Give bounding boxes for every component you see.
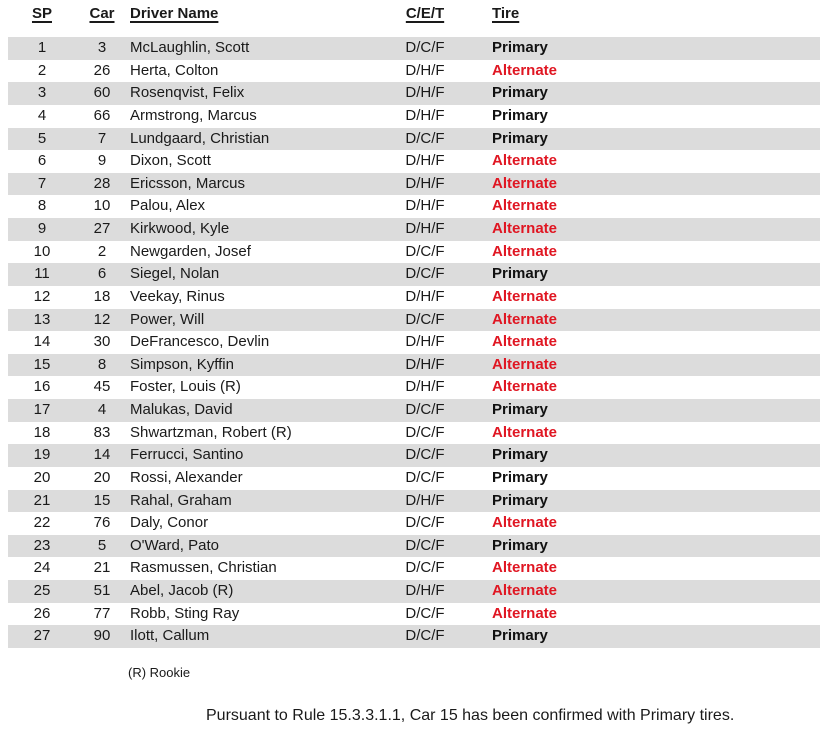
- cell-driver-name: Daly, Conor: [130, 514, 209, 532]
- cell-driver-name: Armstrong, Marcus: [130, 106, 257, 124]
- cell-tire: Alternate: [492, 174, 558, 192]
- cell-car-number: 7: [97, 129, 107, 147]
- cell-car-number: 12: [93, 310, 111, 328]
- cell-car-number: 18: [93, 287, 111, 305]
- column-header-car: Car: [89, 5, 115, 22]
- cell-driver-name: Ericsson, Marcus: [130, 174, 246, 192]
- table-row: [8, 399, 820, 422]
- cell-starting-position: 16: [33, 378, 51, 396]
- cell-car-number: 5: [97, 536, 107, 554]
- cell-starting-position: 6: [37, 152, 47, 170]
- cell-car-number: 9: [97, 152, 107, 170]
- column-header-sp: SP: [31, 5, 52, 22]
- cell-driver-name: Palou, Alex: [130, 197, 206, 215]
- table-row: [8, 241, 820, 264]
- cell-car-number: 2: [97, 242, 107, 260]
- cell-starting-position: 12: [33, 287, 51, 305]
- tire-table: [8, 0, 820, 648]
- table-row: [8, 376, 820, 399]
- table-row: [8, 263, 820, 286]
- table-row: [8, 173, 820, 196]
- cell-tire: Alternate: [492, 604, 558, 622]
- table-row: [8, 354, 820, 377]
- tire-table-body: [8, 37, 820, 648]
- cell-starting-position: 23: [33, 536, 51, 554]
- rookie-footnote: (R) Rookie: [128, 664, 191, 680]
- cell-tire: Alternate: [492, 152, 558, 170]
- cell-tire: Primary: [492, 265, 548, 283]
- cell-tire: Primary: [492, 627, 548, 645]
- cell-driver-name: Abel, Jacob (R): [130, 582, 234, 599]
- cell-starting-position: 14: [33, 333, 51, 351]
- cell-cet: D/H/F: [405, 333, 445, 351]
- cell-car-number: 30: [93, 333, 111, 351]
- cell-starting-position: 20: [33, 468, 51, 486]
- cell-tire: Primary: [492, 468, 548, 486]
- cell-cet: D/C/F: [405, 559, 445, 577]
- cell-driver-name: Rahal, Graham: [130, 491, 232, 509]
- cell-cet: D/H/F: [405, 220, 445, 237]
- cell-tire: Alternate: [492, 423, 558, 441]
- cell-tire: Alternate: [492, 378, 558, 396]
- cell-tire: Primary: [492, 491, 548, 509]
- table-row: [8, 603, 820, 626]
- table-row: [8, 150, 820, 173]
- cell-starting-position: 4: [37, 106, 47, 124]
- cell-cet: D/H/F: [405, 491, 445, 509]
- rule-note: Pursuant to Rule 15.3.3.1.1, Car 15 has been confirmed with Primary tires.: [206, 707, 735, 724]
- cell-tire: Primary: [492, 84, 548, 102]
- cell-driver-name: Rasmussen, Christian: [130, 559, 277, 577]
- cell-cet: D/H/F: [405, 287, 445, 305]
- column-header-tire: Tire: [492, 5, 520, 22]
- table-row: [8, 105, 820, 128]
- table-row: [8, 535, 820, 558]
- cell-car-number: 51: [93, 582, 111, 599]
- table-row: [8, 60, 820, 83]
- cell-tire: Primary: [492, 401, 548, 418]
- table-row: [8, 82, 820, 105]
- table-row: [8, 218, 820, 241]
- table-row: [8, 467, 820, 490]
- cell-driver-name: McLaughlin, Scott: [130, 39, 250, 56]
- cell-starting-position: 1: [37, 39, 47, 56]
- cell-car-number: 14: [93, 446, 111, 464]
- cell-cet: D/C/F: [405, 423, 445, 441]
- cell-starting-position: 27: [33, 627, 51, 645]
- cell-cet: D/C/F: [405, 39, 445, 56]
- cell-car-number: 3: [97, 39, 107, 56]
- cell-driver-name: Dixon, Scott: [130, 152, 211, 170]
- cell-car-number: 15: [93, 491, 111, 509]
- table-row: [8, 195, 820, 218]
- cell-cet: D/C/F: [405, 446, 445, 464]
- cell-driver-name: Lundgaard, Christian: [130, 129, 270, 147]
- cell-car-number: 77: [93, 604, 111, 622]
- cell-starting-position: 18: [33, 423, 51, 441]
- cell-tire: Alternate: [492, 197, 558, 215]
- cell-driver-name: Newgarden, Josef: [130, 242, 251, 260]
- column-header-cet: C/E/T: [405, 5, 445, 22]
- cell-car-number: 27: [93, 220, 111, 237]
- cell-tire: Alternate: [492, 559, 558, 577]
- cell-car-number: 76: [93, 514, 111, 532]
- tire-table-header: [8, 0, 820, 37]
- cell-cet: D/C/F: [405, 536, 445, 554]
- table-row: [8, 490, 820, 513]
- cell-car-number: 83: [93, 423, 111, 441]
- cell-driver-name: Malukas, David: [130, 401, 233, 418]
- cell-cet: D/H/F: [405, 174, 445, 192]
- cell-starting-position: 8: [37, 197, 47, 215]
- cell-starting-position: 2: [37, 61, 47, 79]
- cell-driver-name: Rosenqvist, Felix: [130, 84, 245, 102]
- cell-tire: Alternate: [492, 514, 558, 532]
- table-row: [8, 309, 820, 332]
- cell-driver-name: Ilott, Callum: [130, 627, 210, 645]
- cell-driver-name: Power, Will: [130, 310, 205, 328]
- cell-cet: D/C/F: [405, 604, 445, 622]
- cell-cet: D/H/F: [405, 106, 445, 124]
- cell-driver-name: Foster, Louis (R): [130, 378, 241, 396]
- table-row: [8, 625, 820, 648]
- cell-starting-position: 24: [33, 559, 51, 577]
- cell-cet: D/C/F: [405, 310, 445, 328]
- cell-tire: Primary: [492, 129, 548, 147]
- cell-driver-name: Simpson, Kyffin: [130, 355, 234, 373]
- cell-cet: D/C/F: [405, 627, 445, 645]
- table-row: [8, 286, 820, 309]
- cell-cet: D/C/F: [405, 242, 445, 260]
- cell-driver-name: O'Ward, Pato: [130, 536, 220, 554]
- table-row: [8, 37, 820, 60]
- cell-driver-name: Herta, Colton: [130, 61, 219, 79]
- cell-driver-name: Robb, Sting Ray: [130, 604, 240, 622]
- cell-cet: D/H/F: [405, 152, 445, 170]
- cell-cet: D/H/F: [405, 355, 445, 373]
- cell-tire: Alternate: [492, 333, 558, 351]
- table-row: [8, 331, 820, 354]
- cell-cet: D/H/F: [405, 84, 445, 102]
- cell-tire: Primary: [492, 446, 548, 464]
- table-row: [8, 128, 820, 151]
- table-row: [8, 557, 820, 580]
- table-row: [8, 422, 820, 445]
- cell-car-number: 60: [93, 84, 111, 102]
- cell-car-number: 6: [97, 265, 107, 283]
- cell-driver-name: Shwartzman, Robert (R): [130, 423, 292, 441]
- cell-tire: Primary: [492, 536, 548, 554]
- cell-cet: D/C/F: [405, 265, 445, 283]
- cell-cet: D/H/F: [405, 378, 445, 396]
- cell-tire: Alternate: [492, 220, 558, 237]
- cell-car-number: 20: [93, 468, 111, 486]
- cell-car-number: 45: [93, 378, 111, 396]
- cell-starting-position: 21: [33, 491, 51, 509]
- table-row: [8, 580, 820, 603]
- cell-driver-name: DeFrancesco, Devlin: [130, 333, 270, 351]
- cell-starting-position: 15: [33, 355, 51, 373]
- cell-cet: D/H/F: [405, 582, 445, 599]
- cell-cet: D/H/F: [405, 197, 445, 215]
- cell-starting-position: 26: [33, 604, 51, 622]
- cell-car-number: 26: [93, 61, 111, 79]
- cell-car-number: 8: [97, 355, 107, 373]
- cell-car-number: 10: [93, 197, 111, 215]
- cell-starting-position: 13: [33, 310, 51, 328]
- cell-tire: Alternate: [492, 355, 558, 373]
- cell-tire: Primary: [492, 39, 548, 56]
- cell-driver-name: Rossi, Alexander: [130, 468, 243, 486]
- cell-starting-position: 3: [37, 84, 47, 102]
- cell-tire: Alternate: [492, 287, 558, 305]
- cell-cet: D/C/F: [405, 129, 445, 147]
- cell-cet: D/C/F: [405, 401, 445, 418]
- table-row: [8, 444, 820, 467]
- cell-car-number: 66: [93, 106, 111, 124]
- cell-starting-position: 5: [37, 129, 47, 147]
- cell-cet: D/C/F: [405, 468, 445, 486]
- cell-starting-position: 7: [37, 174, 47, 192]
- cell-tire: Alternate: [492, 310, 558, 328]
- cell-starting-position: 11: [34, 265, 50, 283]
- cell-starting-position: 25: [33, 582, 51, 599]
- column-header-driver: Driver Name: [130, 5, 219, 22]
- cell-tire: Alternate: [492, 61, 558, 79]
- cell-driver-name: Veekay, Rinus: [130, 287, 225, 305]
- cell-driver-name: Siegel, Nolan: [130, 265, 220, 283]
- cell-car-number: 90: [93, 627, 111, 645]
- cell-cet: D/H/F: [405, 61, 445, 79]
- cell-starting-position: 22: [33, 514, 51, 532]
- cell-car-number: 4: [97, 401, 107, 418]
- cell-starting-position: 17: [33, 401, 51, 418]
- cell-driver-name: Ferrucci, Santino: [130, 446, 244, 464]
- cell-car-number: 21: [93, 559, 111, 577]
- table-row: [8, 512, 820, 535]
- cell-cet: D/C/F: [405, 514, 445, 532]
- cell-tire: Primary: [492, 106, 548, 124]
- cell-tire: Alternate: [492, 582, 558, 599]
- cell-starting-position: 10: [33, 242, 51, 260]
- cell-tire: Alternate: [492, 242, 558, 260]
- cell-starting-position: 9: [37, 220, 47, 237]
- cell-driver-name: Kirkwood, Kyle: [130, 220, 230, 237]
- cell-starting-position: 19: [33, 446, 51, 464]
- cell-car-number: 28: [93, 174, 111, 192]
